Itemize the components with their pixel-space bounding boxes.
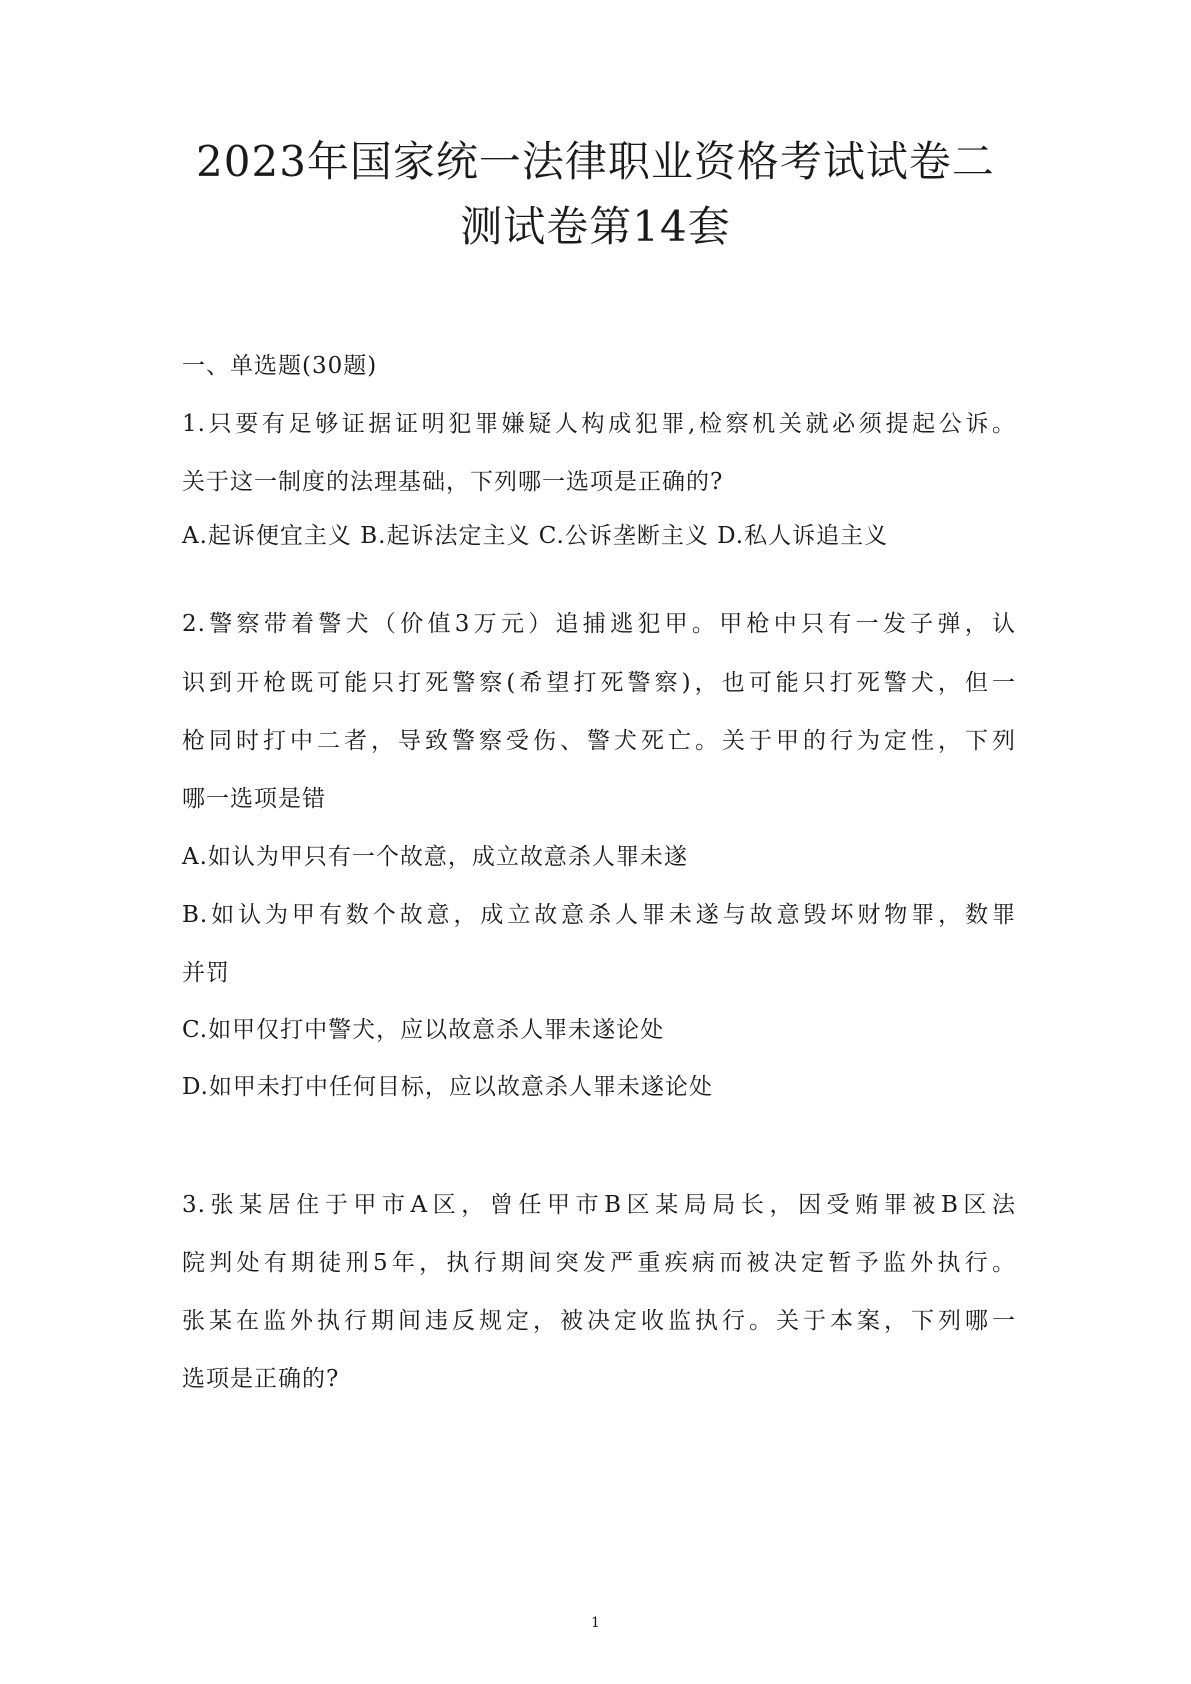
question-2-option-a: A.如认为甲只有一个故意，成立故意杀人罪未遂 <box>182 844 688 870</box>
question-2-line-1: 2.警察带着警犬（价值3万元）追捕逃犯甲。甲枪中只有一发子弹，认 <box>182 611 1016 637</box>
question-2-line-2: 识到开枪既可能只打死警察(希望打死警察)，也可能只打死警犬，但一 <box>182 670 1016 696</box>
question-2-option-c: C.如甲仅打中警犬，应以故意杀人罪未遂论处 <box>182 1017 665 1043</box>
page-number: 1 <box>591 1615 600 1631</box>
question-2-line-3: 枪同时打中二者，导致警察受伤、警犬死亡。关于甲的行为定性，下列 <box>182 728 1016 754</box>
question-1-options: A.起诉便宜主义 B.起诉法定主义 C.公诉垄断主义 D.私人诉追主义 <box>182 523 889 549</box>
question-2-option-b-continued: 并罚 <box>182 960 230 986</box>
question-3-line-1: 3.张某居住于甲市A区，曾任甲市B区某局局长，因受贿罪被B区法 <box>182 1192 1016 1218</box>
question-1-line-1: 1.只要有足够证据证明犯罪嫌疑人构成犯罪,检察机关就必须提起公诉。 <box>182 411 1016 437</box>
section-heading: 一、单选题(30题) <box>182 353 378 379</box>
document-title-line-1: 2023年国家统一法律职业资格考试试卷二 <box>196 137 995 186</box>
question-1-line-2: 关于这一制度的法理基础，下列哪一选项是正确的? <box>182 469 724 495</box>
question-2-option-b: B.如认为甲有数个故意，成立故意杀人罪未遂与故意毁坏财物罪，数罪 <box>182 902 1016 928</box>
question-3-line-4: 选项是正确的? <box>182 1366 340 1392</box>
document-title-line-2: 测试卷第14套 <box>460 202 731 251</box>
question-3-line-3: 张某在监外执行期间违反规定，被决定收监执行。关于本案，下列哪一 <box>182 1308 1016 1334</box>
question-2-line-4: 哪一选项是错 <box>182 786 326 812</box>
question-3-line-2: 院判处有期徒刑5年，执行期间突发严重疾病而被决定暂予监外执行。 <box>182 1250 1016 1276</box>
question-2-option-d: D.如甲未打中任何目标，应以故意杀人罪未遂论处 <box>182 1074 713 1100</box>
